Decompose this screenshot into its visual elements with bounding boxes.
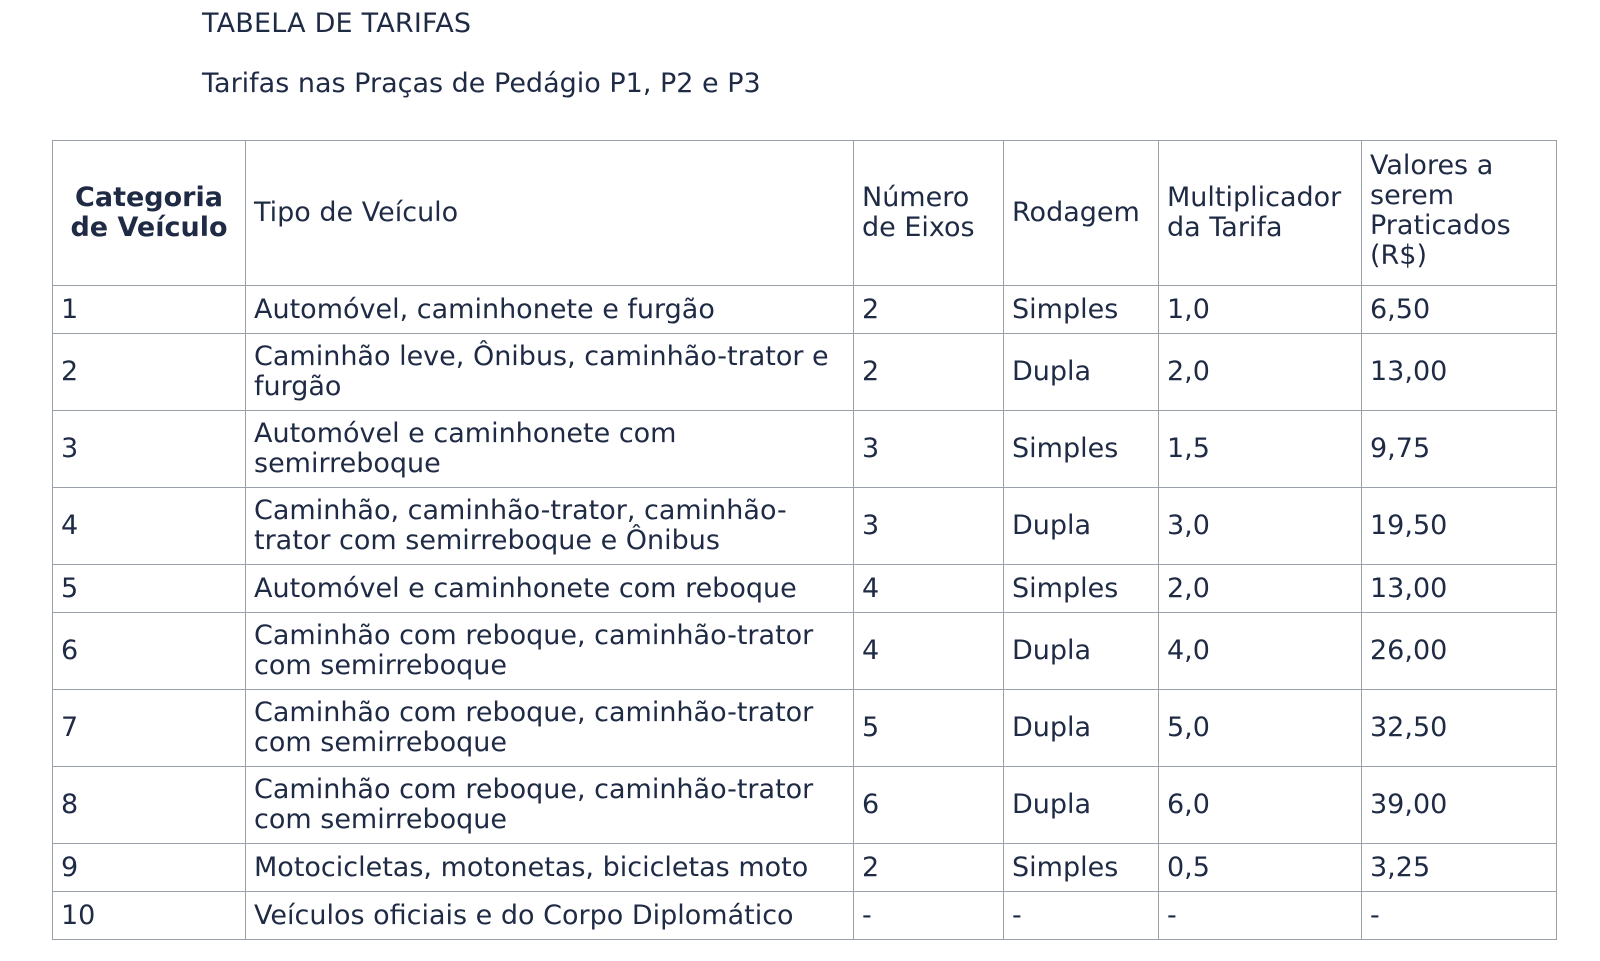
- cell-eixos: -: [854, 892, 1004, 940]
- cell-eixos: 6: [854, 767, 1004, 844]
- cell-rodagem: Simples: [1004, 565, 1159, 613]
- cell-eixos: 2: [854, 844, 1004, 892]
- header-categoria: Categoria de Veículo: [53, 141, 246, 286]
- cell-valor: 32,50: [1362, 690, 1557, 767]
- cell-tipo: Veículos oficiais e do Corpo Diplomático: [246, 892, 854, 940]
- cell-tipo: Caminhão leve, Ônibus, caminhão-trator e furgão: [246, 334, 854, 411]
- table-row: [53, 565, 1557, 613]
- cell-multiplicador: -: [1159, 892, 1362, 940]
- table-row: [53, 334, 1557, 411]
- cell-valor: 9,75: [1362, 411, 1557, 488]
- cell-tipo: Caminhão, caminhão-trator, caminhão-trator com semirreboque e Ônibus: [246, 488, 854, 565]
- cell-multiplicador: 5,0: [1159, 690, 1362, 767]
- cell-tipo: Motocicletas, motonetas, bicicletas moto: [246, 844, 854, 892]
- cell-categoria: 8: [53, 767, 246, 844]
- cell-categoria: 2: [53, 334, 246, 411]
- header-eixos: Número de Eixos: [854, 141, 1004, 286]
- cell-rodagem: Simples: [1004, 286, 1159, 334]
- table-row: [53, 690, 1557, 767]
- table-row: [53, 892, 1557, 940]
- cell-categoria: 7: [53, 690, 246, 767]
- table-row: [53, 488, 1557, 565]
- cell-categoria: 3: [53, 411, 246, 488]
- cell-categoria: 1: [53, 286, 246, 334]
- cell-tipo: Automóvel, caminhonete e furgão: [246, 286, 854, 334]
- cell-valor: 13,00: [1362, 565, 1557, 613]
- cell-categoria: 4: [53, 488, 246, 565]
- cell-tipo: Automóvel e caminhonete com semirreboque: [246, 411, 854, 488]
- cell-eixos: 3: [854, 411, 1004, 488]
- tariff-table: [52, 140, 1557, 940]
- cell-valor: 13,00: [1362, 334, 1557, 411]
- cell-valor: 6,50: [1362, 286, 1557, 334]
- cell-rodagem: -: [1004, 892, 1159, 940]
- cell-tipo: Caminhão com reboque, caminhão-trator com semirreboque: [246, 613, 854, 690]
- cell-eixos: 3: [854, 488, 1004, 565]
- header-tipo: Tipo de Veículo: [246, 141, 854, 286]
- cell-rodagem: Dupla: [1004, 767, 1159, 844]
- cell-valor: 3,25: [1362, 844, 1557, 892]
- document-title: TABELA DE TARIFAS: [202, 8, 472, 39]
- cell-valor: 26,00: [1362, 613, 1557, 690]
- table-row: [53, 844, 1557, 892]
- cell-categoria: 9: [53, 844, 246, 892]
- cell-rodagem: Simples: [1004, 844, 1159, 892]
- cell-valor: 39,00: [1362, 767, 1557, 844]
- table-row: [53, 411, 1557, 488]
- cell-multiplicador: 1,0: [1159, 286, 1362, 334]
- cell-eixos: 2: [854, 334, 1004, 411]
- cell-eixos: 5: [854, 690, 1004, 767]
- table-row: [53, 767, 1557, 844]
- cell-rodagem: Simples: [1004, 411, 1159, 488]
- cell-categoria: 10: [53, 892, 246, 940]
- cell-tipo: Caminhão com reboque, caminhão-trator com semirreboque: [246, 767, 854, 844]
- table-row: [53, 613, 1557, 690]
- cell-categoria: 6: [53, 613, 246, 690]
- cell-rodagem: Dupla: [1004, 488, 1159, 565]
- cell-valor: -: [1362, 892, 1557, 940]
- cell-multiplicador: 4,0: [1159, 613, 1362, 690]
- cell-eixos: 2: [854, 286, 1004, 334]
- cell-categoria: 5: [53, 565, 246, 613]
- table-row: [53, 286, 1557, 334]
- header-rodagem: Rodagem: [1004, 141, 1159, 286]
- cell-multiplicador: 0,5: [1159, 844, 1362, 892]
- cell-multiplicador: 6,0: [1159, 767, 1362, 844]
- cell-multiplicador: 2,0: [1159, 565, 1362, 613]
- cell-multiplicador: 1,5: [1159, 411, 1362, 488]
- document-subtitle: Tarifas nas Praças de Pedágio P1, P2 e P3: [202, 68, 761, 99]
- cell-eixos: 4: [854, 565, 1004, 613]
- cell-rodagem: Dupla: [1004, 690, 1159, 767]
- cell-tipo: Caminhão com reboque, caminhão-trator com semirreboque: [246, 690, 854, 767]
- header-valores: Valores a serem Praticados (R$): [1362, 141, 1557, 286]
- cell-rodagem: Dupla: [1004, 334, 1159, 411]
- cell-eixos: 4: [854, 613, 1004, 690]
- cell-rodagem: Dupla: [1004, 613, 1159, 690]
- cell-valor: 19,50: [1362, 488, 1557, 565]
- table-header-row: [53, 141, 1557, 286]
- cell-tipo: Automóvel e caminhonete com reboque: [246, 565, 854, 613]
- cell-multiplicador: 2,0: [1159, 334, 1362, 411]
- cell-multiplicador: 3,0: [1159, 488, 1362, 565]
- header-multiplicador: Multiplicador da Tarifa: [1159, 141, 1362, 286]
